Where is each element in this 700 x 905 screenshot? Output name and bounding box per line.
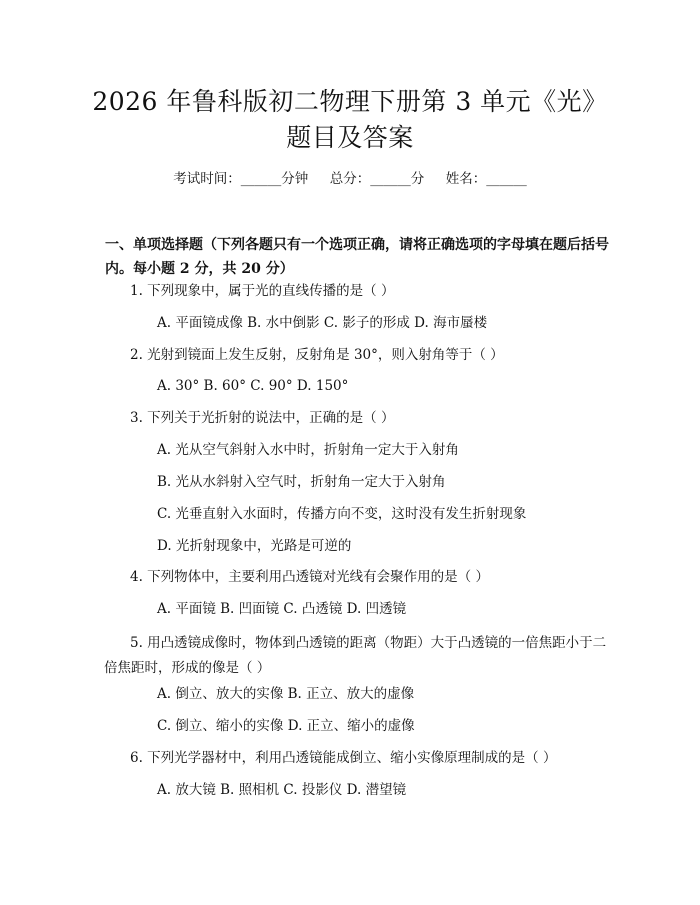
question-4-stem: 4. 下列物体中，主要利用凸透镜对光线有会聚作用的是（ ） [130, 569, 489, 585]
question-2-stem: 2. 光射到镜面上发生反射，反射角是 30°，则入射角等于（ ） [130, 347, 504, 363]
question-3-option-a: A. 光从空气斜射入水中时，折射角一定大于入射角 [157, 442, 459, 458]
question-1-stem: 1. 下列现象中，属于光的直线传播的是（ ） [130, 283, 395, 299]
question-5-stem: 5. 用凸透镜成像时，物体到凸透镜的距离（物距）大于凸透镜的一倍焦距小于二倍焦距时，形成的像是（ ） [104, 635, 607, 676]
question-6-stem: 6. 下列光学器材中，利用凸透镜能成倒立、缩小实像原理制成的是（ ） [130, 750, 557, 766]
question-3-option-c: C. 光垂直射入水面时，传播方向不变，这时没有发生折射现象 [157, 506, 527, 522]
question-3-option-b: B. 光从水斜射入空气时，折射角一定大于入射角 [157, 474, 446, 490]
question-6-options: A. 放大镜 B. 照相机 C. 投影仪 D. 潜望镜 [157, 782, 407, 798]
question-4-options: A. 平面镜 B. 凹面镜 C. 凸透镜 D. 凹透镜 [157, 601, 407, 617]
question-3-option-d: D. 光折射现象中，光路是可逆的 [157, 538, 352, 554]
document-title-line-2: 题目及答案 [286, 123, 414, 152]
section-heading: 一、单项选择题（下列各题只有一个选项正确，请将正确选项的字母填在题后括号内。每小题 2 分，共 20 分） [105, 237, 609, 277]
question-1-options: A. 平面镜成像 B. 水中倒影 C. 影子的形成 D. 海市蜃楼 [157, 315, 488, 331]
question-3-stem: 3. 下列关于光折射的说法中，正确的是（ ） [130, 410, 395, 426]
question-5-options-cd: C. 倒立、缩小的实像 D. 正立、缩小的虚像 [157, 718, 415, 734]
question-5-options-ab: A. 倒立、放大的实像 B. 正立、放大的虚像 [157, 686, 415, 702]
exam-info: 考试时间：______分钟 总分：______分 姓名：______ [173, 171, 527, 187]
question-2-options: A. 30° B. 60° C. 90° D. 150° [157, 378, 349, 394]
document-title-line-1: 2026 年鲁科版初二物理下册第 3 单元《光》 [92, 87, 608, 116]
